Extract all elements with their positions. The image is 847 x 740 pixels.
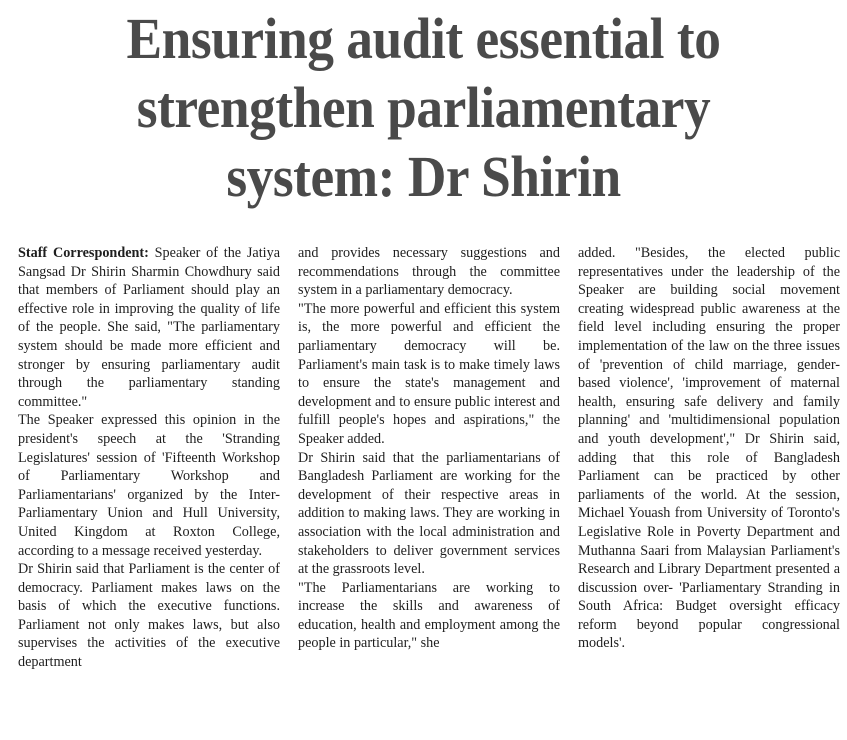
paragraph: The Speaker expressed this opinion in the president's speech at the 'Stranding Legislatures' session of 'Fifteenth Workshop of Parliamentary Workshop and Parliamentarians' organized by the Inter-Parliamentary Union and Hull University, United Kingdom at Roxton College, according to a message received yesterday. [18,412,280,559]
paragraph [18,244,280,411]
article-column-2 [298,244,560,653]
paragraph: "The Parliamentarians are working to increase the skills and awareness of education, health and employment among the people in particular," she [298,579,560,652]
paragraph: and provides necessary suggestions and recommendations through the committee system in a parliamentary democracy. [298,245,560,299]
article-body [18,244,840,738]
article-column-1 [18,244,280,672]
paragraph: "The more powerful and efficient this system is, the more powerful and efficient the parliamentary democracy will be. Parliament's main task is to make timely laws to ensure the state's management and development and to ensure public interest and fulfill people's hopes and aspirations," the Speaker added. [298,300,560,447]
paragraph: Dr Shirin said that the parliamentarians of Bangladesh Parliament are working for the development of their respective areas in addition to making laws. They are working in association with the local administration and stakeholders to deliver government services at the grassroots level. [298,449,560,578]
paragraph: added. "Besides, the elected public representatives under the leadership of the Speaker are building social movement creating widespread public awareness at the field level including ensuring the proper implementation of the law on the three issues of 'prevention of child marriage, gender-based violence', 'improvement of maternal health, ensuring safe delivery and family planning' and 'multidimensional population and youth development'," Dr Shirin said, adding that this role of Bangladesh Parliament can be practiced by other parliaments of the world. At the session, Michael Youash from University of Toronto's Legislative Role in Poverty Department and Muthanna Saari from Malaysian Parliament's Research and Library Department presented a discussion over- 'Parliamentary Stranding in South Africa: Budget oversight efficacy reform beyond popular congressional models'. [578,245,840,652]
headline-line-1: Ensuring audit essential to [126,6,721,71]
byline: Staff Correspondent: [18,245,149,261]
article-column-3 [578,244,840,653]
paragraph: Dr Shirin said that Parliament is the center of democracy. Parliament makes laws on the basis of which the executive functions. Parliament not only makes laws, but also supervises the activities of the executive department [18,561,280,671]
headline [34,4,813,211]
paragraph-text: Speaker of the Jatiya Sangsad Dr Shirin Sharmin Chowdhury said that members of Parliament should play an effective role in improving the quality of life of the people. She said, "The parliamentary system should be made more efficient and stronger by ensuring parliamentary audit through the parliamentary standing committee." [18,245,280,410]
headline-line-2: strengthen parliamentary [136,75,711,140]
headline-line-3: system: Dr Shirin [226,144,621,209]
